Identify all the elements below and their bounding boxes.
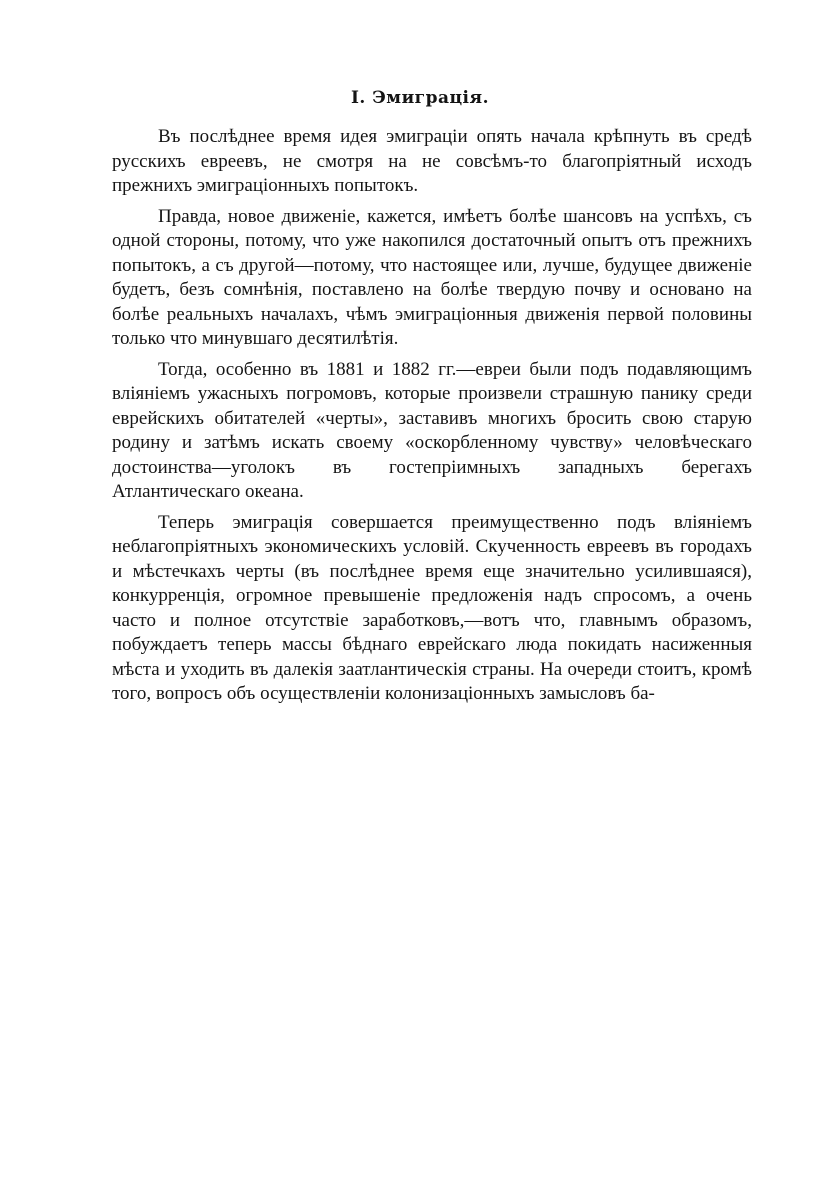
paragraph: Правда, новое движеніе, кажется, имѣетъ болѣе шансовъ на успѣхъ, съ одной стороны, потому, что уже накопился достаточный опытъ отъ прежнихъ попытокъ, а съ другой—потому, что настоящее или, лучше, будущее движеніе будетъ, безъ сомнѣнія, поставлено на болѣе твердую почву и основано на болѣе реальныхъ началахъ, чѣмъ эмиграціонныя движенія первой половины только что минувшаго десятилѣтія. bbox=[112, 205, 752, 349]
paragraph: Теперь эмиграція совершается преимущественно подъ вліяніемъ неблагопріятныхъ экономическихъ условій. Скученность евреевъ въ городахъ и мѣстечкахъ черты (въ послѣднее время еще значительно усилившаяся), конкурренція, огромное превышеніе предложенія надъ спросомъ, а очень часто и полное отсутствіе заработковъ,—вотъ что, главнымъ образомъ, побуждаетъ теперь массы бѣднаго еврейскаго люда покидать насиженныя мѣста и уходить въ далекія заатлантическія страны. На очереди стоитъ, кромѣ того, вопросъ объ осуществленіи колонизаціонныхъ замысловъ ба- bbox=[112, 511, 752, 704]
body-text bbox=[112, 125, 752, 713]
paragraph: Въ послѣднее время идея эмиграціи опять начала крѣпнуть въ средѣ русскихъ евреевъ, не смотря на не совсѣмъ-то благопріятный исходъ прежнихъ эмиграціонныхъ попытокъ. bbox=[112, 126, 752, 196]
page-title: I. Эмиграція. bbox=[350, 88, 489, 108]
paragraph: Тогда, особенно въ 1881 и 1882 гг.—евреи были подъ подавляющимъ вліяніемъ ужасныхъ погромовъ, которые произвели страшную панику среди еврейскихъ обитателей «черты», заставивъ многихъ бросить свою старую родину и затѣмъ искать своему «оскорбленному чувству» человѣческаго достоинства—уголокъ въ гостепріимныхъ западныхъ берегахъ Атлантическаго океана. bbox=[112, 358, 752, 502]
